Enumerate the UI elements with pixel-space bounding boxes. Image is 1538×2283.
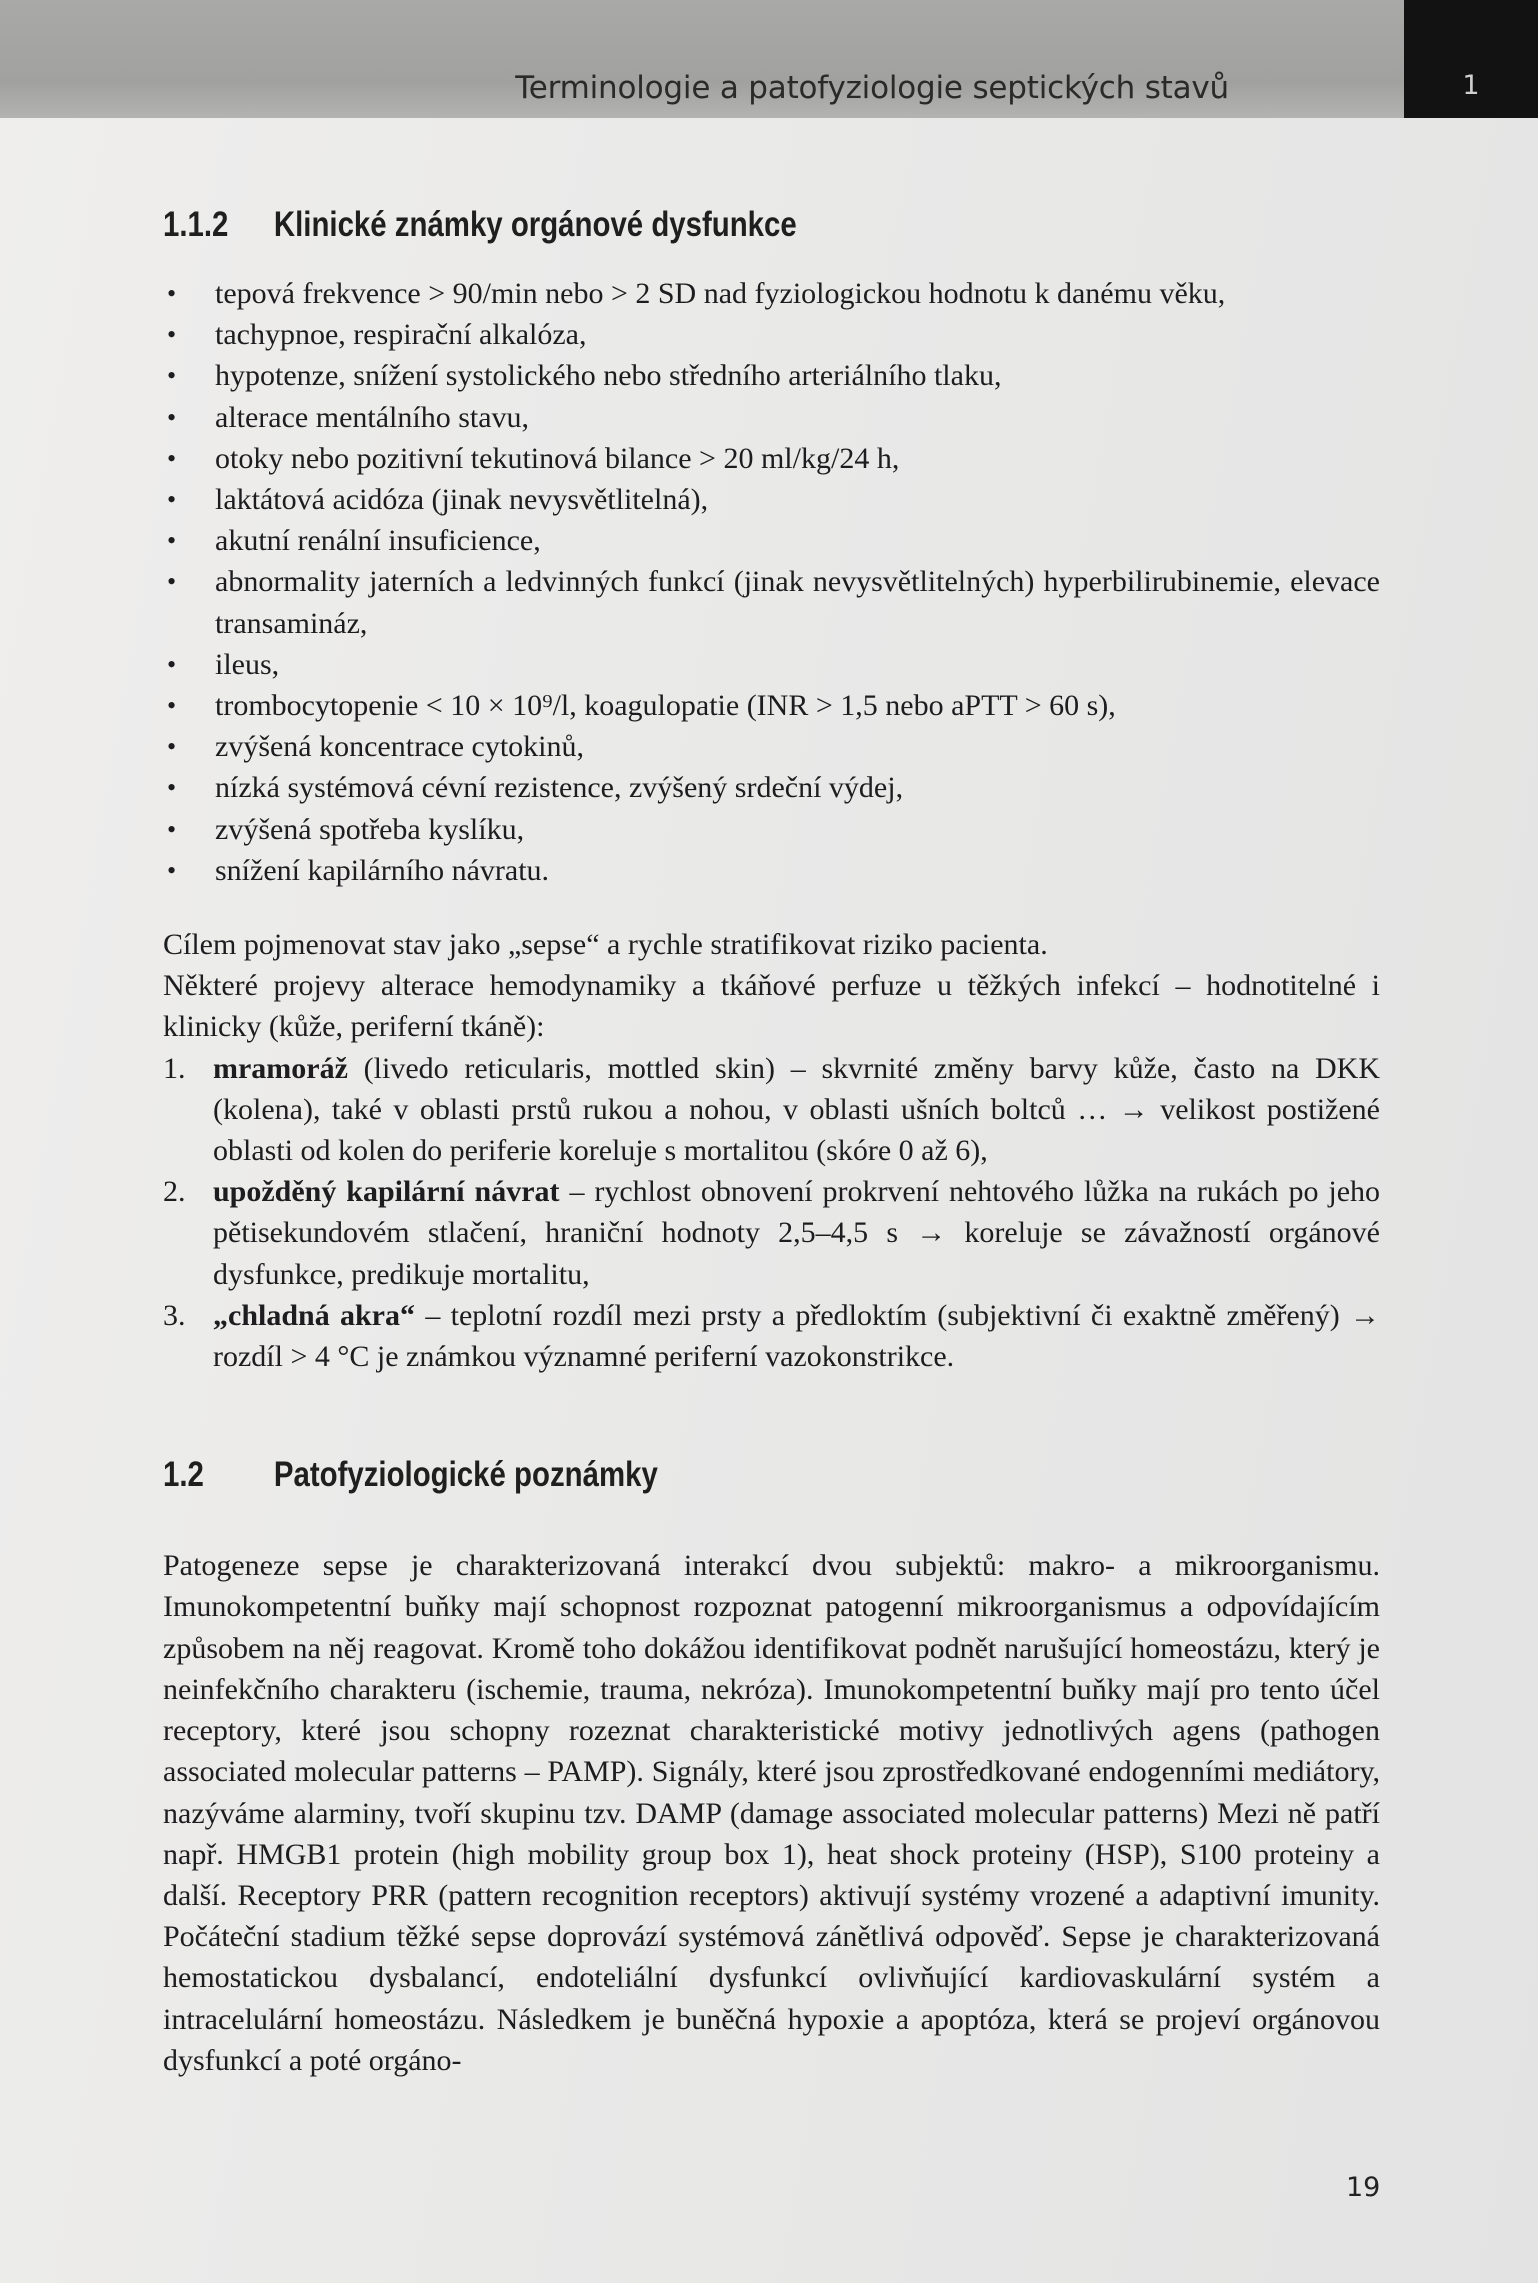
perfusion-signs-list [163,1048,1380,1378]
chapter-number: 1 [1462,70,1480,101]
section-title: Patofyziologické poznámky [273,1455,658,1495]
numbered-item [163,1171,1380,1295]
section-heading-1-2 [163,1455,1185,1495]
paragraph: Patogeneze sepse je charakterizovaná interakcí dvou subjektů: makro- a mikroorganismu. Imunokompetentní buňky mají schopnost rozpoznat patogenní mikroorganismus a odpovídajícím způsobem na něj reagovat. Kromě toho dokážou identifikovat podnět narušující homeostázu, který je neinfekčního charakteru (ischemie, trauma, nekróza). Imunokompetentní buňky mají pro tento účel receptory, které jsou schopny rozeznat charakteristické motivy jednotlivých agens (pathogen associated molecular patterns – PAMP). Signály, které jsou zprostředkované endogenními mediátory, nazýváme alarminy, tvoří skupinu tzv. DAMP (damage associated molecular patterns) Mezi ně patří např. HMGB1 protein (high mobility group box 1), heat shock proteiny (HSP), S100 proteiny a další. Receptory PRR (pattern recognition receptors) aktivují systémy vrozené a adaptivní imunity. Počáteční stadium těžké sepse doprovází systémová zánětlivá odpověď. Sepse je charakterizovaná hemostatickou dysbalancí, endoteliální dysfunkcí ovlivňující kardiovaskulární systém a intracelulární homeostázu. Následkem je buněčná hypoxie a apoptóza, která se projeví orgánovou dysfunkcí a poté orgáno- [163,1549,1380,2077]
list-item: • zvýšená koncentrace cytokinů, [163,726,1380,767]
list-item: • tepová frekvence > 90/min nebo > 2 SD nad fyziologickou hodnotu k danému věku, [163,273,1380,314]
page-number: 19 [1346,2172,1381,2203]
section-heading-1-1-2 [163,205,1185,261]
paragraph: Některé projevy alterace hemodynamiky a tkáňové perfuze u těžkých infekcí – hodnotitelné i klinicky (kůže, periferní tkáně): [163,969,1380,1044]
running-header [0,0,1404,118]
item-text: – teplotní rozdíl mezi prsty a předloktím (subjektivní či exaktně změřený) → rozdíl > 4 °C je známkou významné periferní vazokonstrikce. [213,1298,1380,1374]
list-item: • tachypnoe, respirační alkalóza, [163,314,1380,355]
list-item: • laktátová acidóza (jinak nevysvětlitelná), [163,479,1380,520]
list-item: • nízká systémová cévní rezistence, zvýšený srdeční výdej, [163,767,1380,808]
list-item: • alterace mentálního stavu, [163,397,1380,438]
list-item: • zvýšená spotřeba kyslíku, [163,809,1380,850]
section-title: Klinické známky orgánové dysfunkce [273,205,797,244]
item-text: – rychlost obnovení prokrvení nehtového lůžka na rukách po jeho pětisekundovém stlačení, hraniční hodnoty 2,5–4,5 s → koreluje se závažností orgánové dysfunkce, predikuje mortalitu, [213,1175,1381,1291]
item-number: 2. [163,1175,186,1209]
list-item: • abnormality jaterních a ledvinných funkcí (jinak nevysvětlitelných) hyperbilirubinemie, elevace transamináz, [163,561,1380,643]
item-term: upožděný kapilární návrat [213,1175,560,1209]
paragraph: Cílem pojmenovat stav jako „sepse“ a rychle stratifikovat riziko pacienta. [163,928,1048,962]
item-number: 3. [163,1298,186,1332]
dysfunction-signs-list [163,273,1380,891]
list-item: • hypotenze, snížení systolického nebo středního arteriálního tlaku, [163,355,1380,396]
section-number: 1.2 [163,1455,204,1495]
section-number: 1.1.2 [163,205,229,244]
page-content [163,205,1380,2081]
item-term: mramoráž [213,1051,348,1085]
running-title: Terminologie a patofyziologie septických stavů [515,70,1229,106]
numbered-item [163,1048,1380,1172]
numbered-item [163,1295,1380,1377]
item-term: „chladná akra“ [213,1298,416,1332]
item-text: (livedo reticularis, mottled skin) – skvrnité změny barvy kůže, často na DKK (kolena), také v oblasti prstů rukou a nohou, v oblasti ušních boltců … → velikost postižené oblasti od kolen do periferie koreluje s mortalitou (skóre 0 až 6), [213,1051,1380,1168]
list-item: • akutní renální insuficience, [163,520,1380,561]
chapter-tab [1404,0,1538,118]
list-item: • otoky nebo pozitivní tekutinová bilance > 20 ml/kg/24 h, [163,438,1380,479]
list-item: • trombocytopenie < 10 × 10⁹/l, koagulopatie (INR > 1,5 nebo aPTT > 60 s), [163,685,1380,726]
list-item: • ileus, [163,644,1380,685]
item-number: 1. [163,1051,186,1085]
list-item: • snížení kapilárního návratu. [163,850,1380,891]
